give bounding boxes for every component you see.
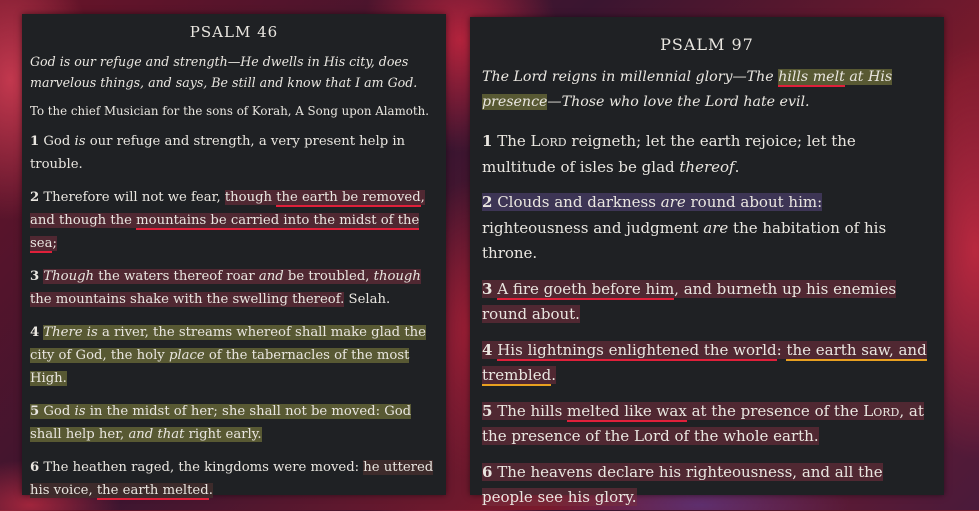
underline-red: the earth melted	[96, 483, 209, 498]
psalm-46-verse-6	[22, 456, 446, 502]
verse-text: be troubled,	[283, 269, 374, 284]
psalm-46-panel	[22, 14, 446, 498]
verse-text: the waters thereof roar	[94, 269, 259, 284]
psalm-97-summary	[470, 65, 944, 115]
verse-text-italic: is	[74, 134, 86, 149]
verse-number: 4	[30, 325, 40, 340]
verse-number: 1	[30, 134, 40, 149]
verse-text: :	[776, 340, 782, 359]
verse-number: 5	[482, 401, 493, 420]
psalm-97-panel	[470, 17, 944, 506]
verse-text: our refuge and strength, a very present help in trouble.	[30, 134, 406, 172]
lord-small-caps: Lord	[863, 401, 900, 420]
verse-text: in the midst of her; she shall not be moved: God shall help her,	[30, 404, 412, 442]
psalm-46-verse-5	[22, 400, 446, 446]
psalm-46-verse-4	[22, 321, 446, 390]
underline-red: mountains be carried into the midst of the	[136, 213, 420, 228]
verse-text-italic: are	[660, 193, 686, 211]
verse-text: the habitation of his throne.	[482, 218, 887, 262]
underline-red: A fire goeth before him	[497, 279, 675, 298]
underline-red: melted like wax	[567, 401, 687, 420]
highlight-red	[482, 402, 924, 446]
verse-text: the mountains shake with the swelling thereof.	[30, 292, 345, 307]
verse-text: .	[208, 483, 213, 498]
verse-number: 3	[482, 279, 493, 298]
verse-text: , and burneth up his enemies round about.	[482, 279, 897, 323]
highlight-red	[482, 341, 927, 385]
summary-text: The Lord reigns in millennial glory—The	[482, 69, 779, 85]
lord-small-caps: Lord	[530, 132, 567, 150]
verse-text: The heathen raged, the kingdoms were moved:	[39, 460, 364, 475]
highlight-red	[482, 463, 883, 507]
summary-text: at His presence	[482, 69, 893, 110]
verse-text: , at the presence of the Lord of the whole earth.	[482, 401, 924, 445]
verse-text-italic: and	[258, 269, 284, 284]
psalm-46-verse-1	[22, 130, 446, 176]
verse-text: and though the	[30, 213, 137, 228]
verse-text: though	[224, 190, 277, 205]
underline-red: sea	[30, 236, 53, 251]
highlight-yellow	[30, 404, 411, 442]
verse-text-italic: though	[373, 269, 421, 284]
verse-text: round about him:	[685, 193, 823, 211]
verse-text: right early.	[184, 427, 262, 442]
verse-text-italic: Though	[43, 269, 95, 284]
verse-text: ;	[52, 236, 57, 251]
verse-text: a river, the streams whereof shall make glad the city of God, the holy	[30, 325, 426, 363]
verse-text: righteousness and judgment	[482, 218, 704, 237]
verse-text-italic: place	[168, 348, 205, 363]
verse-number: 5	[30, 404, 40, 419]
verse-number: 3	[30, 269, 40, 284]
verse-text-italic: is	[74, 404, 86, 419]
verse-text: The heavens declare his righteousness, and all the people see his glory.	[482, 462, 883, 506]
verse-text: .	[551, 366, 556, 384]
psalm-46-title: PSALM 46	[189, 23, 279, 41]
verse-text-italic: There	[43, 325, 83, 340]
verse-number: 2	[482, 193, 493, 211]
verse-number: 6	[482, 462, 493, 481]
psalm-97-verse-6	[470, 460, 944, 511]
highlight-blue	[482, 193, 822, 211]
verse-text: at the presence of the	[686, 401, 864, 420]
verse-text: God	[39, 134, 75, 149]
psalm-97-verse-1	[470, 129, 944, 180]
verse-text: The	[492, 132, 531, 150]
underline-red: the earth be removed	[276, 190, 421, 205]
psalm-97-verse-2	[470, 190, 944, 267]
verse-number: 4	[482, 340, 493, 359]
verse-number: 6	[30, 460, 40, 475]
verse-text: ,	[420, 190, 425, 205]
psalm-46-summary: God is our refuge and strength—He dwells in His city, does marvelous things, and says, Be still and know that I am God.	[30, 54, 418, 90]
highlight-red	[482, 280, 896, 324]
verse-text: The hills	[492, 401, 568, 420]
psalm-46-verse-2	[22, 186, 446, 255]
verse-text: reigneth; let the earth rejoice; let the multitude of isles be glad	[482, 132, 856, 176]
verse-text: God	[39, 404, 75, 419]
psalm-97-title: PSALM 97	[660, 35, 754, 54]
verse-text: of the tabernacles of the most High.	[30, 348, 410, 386]
psalm-46-superscription: To the chief Musician for the sons of Korah, A Song upon Alamoth.	[30, 104, 429, 118]
verse-number: 2	[30, 190, 40, 205]
psalm-46-verse-3	[22, 265, 446, 311]
verse-number: 1	[482, 132, 493, 150]
summary-text: —Those who love the Lord hate evil.	[547, 94, 810, 110]
verse-text: Clouds and darkness	[492, 193, 661, 211]
verse-text-italic: are	[703, 218, 729, 237]
psalm-97-verse-4	[470, 338, 944, 389]
verse-text: .	[734, 157, 740, 176]
underline-orange: the earth saw, and trembled	[482, 340, 927, 384]
underline-red: His lightnings enlightened the world	[497, 340, 777, 359]
psalm-97-verse-3	[470, 277, 944, 328]
verse-text-italic: is	[86, 325, 98, 340]
verse-text-italic: and that	[128, 427, 185, 442]
underline-red: hills melt	[778, 69, 845, 85]
psalm-97-verse-5	[470, 399, 944, 450]
verse-text: Therefore will not we fear,	[39, 190, 225, 205]
highlight-yellow	[30, 325, 426, 386]
verse-text: he uttered his voice,	[30, 460, 434, 498]
verse-text-italic: thereof	[679, 157, 735, 176]
verse-text: Selah.	[344, 292, 391, 307]
